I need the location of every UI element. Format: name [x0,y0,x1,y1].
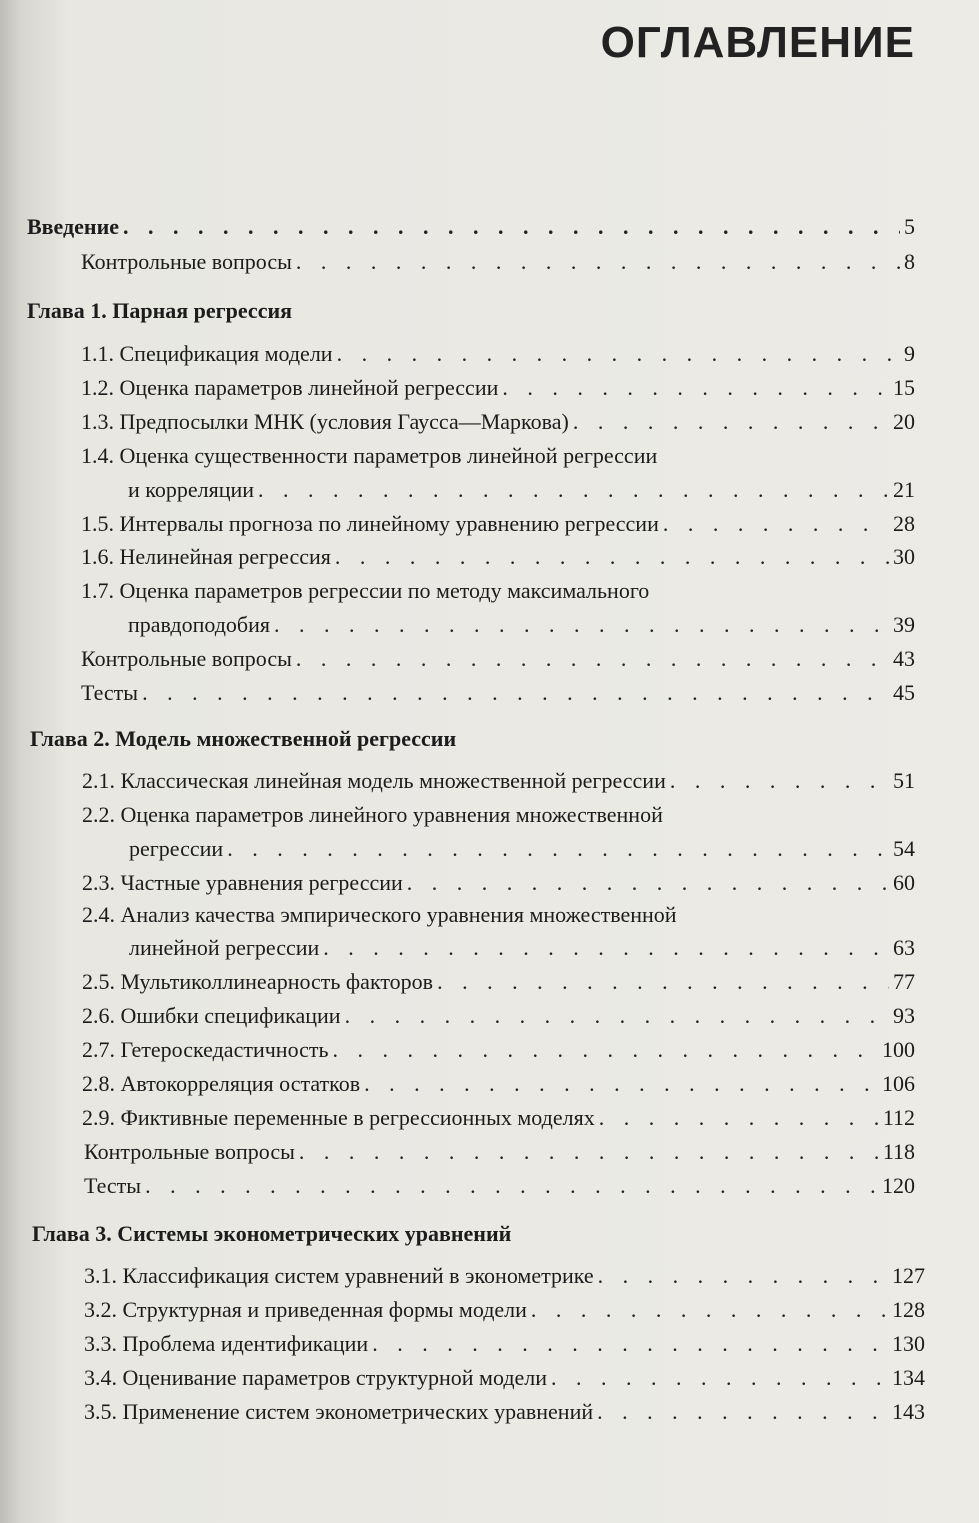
toc-entry-label: регрессии [129,836,224,861]
toc-entry-page: 43 [893,646,915,671]
chapter-3-title[interactable]: Глава 3. Системы эконометрических уравнений [32,1221,512,1246]
toc-entry-label: правдоподобия [128,612,270,637]
toc-entry-1-questions[interactable] [81,646,915,672]
toc-entry-1-2[interactable] [81,375,915,401]
page-title: ОГЛАВЛЕНИЕ [600,18,915,67]
toc-entry-2-3[interactable] [82,870,915,896]
toc-entry-3-4[interactable] [84,1365,925,1391]
dot-leader [123,214,900,240]
toc-entry-page: 100 [882,1037,915,1062]
dot-leader [337,341,900,367]
toc-entry-page: 51 [893,768,915,793]
toc-entry-page: 134 [892,1365,925,1390]
toc-entry-label: 1.2. Оценка параметров линейной регрессии [81,375,499,400]
toc-entry-label: 3.4. Оценивание параметров структурной модели [84,1365,548,1390]
dot-leader [296,646,889,672]
toc-entry-1-6[interactable] [81,544,915,570]
toc-entry-intro[interactable] [27,214,915,240]
dot-leader [598,1263,888,1289]
toc-entry-3-3[interactable] [84,1331,925,1357]
dot-leader [551,1365,888,1391]
toc-entry-label: 1.6. Нелинейная регрессия [81,544,331,569]
dot-leader [142,680,889,706]
toc-entry-label: 2.1. Классическая линейная модель множественной регрессии [82,768,666,793]
toc-entry-2-2[interactable] [129,836,915,862]
toc-entry-page: 9 [904,341,915,366]
toc-entry-page: 8 [904,249,915,274]
toc-entry-label: 1.3. Предпосылки МНК (условия Гаусса—Маркова) [81,409,569,434]
dot-leader [299,1139,879,1165]
toc-entry-page: 130 [892,1331,925,1356]
dot-leader [258,477,889,503]
toc-entry-1-3[interactable] [81,409,915,435]
toc-entry-label: 2.5. Мультиколлинеарность факторов [82,969,434,994]
toc-entry-1-4[interactable] [128,477,915,503]
dot-leader [323,935,889,961]
toc-entry-page: 28 [893,511,915,536]
dot-leader [274,612,889,638]
toc-entry-page: 143 [892,1399,925,1424]
toc-entry-2-tests[interactable] [84,1173,915,1199]
toc-entry-page: 60 [893,870,915,895]
toc-entry-page: 106 [882,1071,915,1096]
dot-leader [407,870,889,896]
toc-entry-1-5[interactable] [81,511,915,537]
toc-entry-page: 93 [893,1003,915,1028]
toc-entry-label: 2.6. Ошибки спецификации [82,1003,341,1028]
toc-entry-2-6[interactable] [82,1003,915,1029]
toc-entry-1-7[interactable] [128,612,915,638]
toc-entry-label: 3.2. Структурная и приведенная формы модели [84,1297,527,1322]
toc-entry-intro-questions[interactable] [81,249,915,275]
toc-entry-label: Контрольные вопросы [81,646,292,671]
toc-entry-2-7[interactable] [82,1037,915,1063]
toc-entry-page: 127 [892,1263,925,1288]
toc-entry-1-4-line1[interactable]: 1.4. Оценка существенности параметров линейной регрессии [81,443,658,468]
dot-leader [437,969,889,995]
dot-leader [531,1297,888,1323]
toc-entry-label: Контрольные вопросы [84,1139,295,1164]
toc-entry-page: 120 [882,1173,915,1198]
toc-entry-page: 5 [904,214,915,239]
toc-entry-3-1[interactable] [84,1263,925,1289]
toc-entry-label: 3.3. Проблема идентификации [84,1331,369,1356]
toc-entry-page: 39 [893,612,915,637]
toc-entry-page: 54 [893,836,915,861]
dot-leader [670,768,889,794]
toc-entry-label: Контрольные вопросы [81,249,292,274]
toc-entry-1-1[interactable] [81,341,915,367]
toc-entry-label: 3.5. Применение систем эконометрических уравнений [84,1399,594,1424]
toc-entry-page: 30 [893,544,915,569]
toc-entry-2-1[interactable] [82,768,915,794]
toc-entry-2-8[interactable] [82,1071,915,1097]
dot-leader [663,511,889,537]
dot-leader [335,544,889,570]
toc-entry-label: Введение [27,214,120,239]
chapter-1-title[interactable]: Глава 1. Парная регрессия [27,298,293,323]
toc-entry-page: 77 [893,969,915,994]
toc-entry-label: линейной регрессии [129,935,320,960]
toc-entry-page: 128 [892,1297,925,1322]
toc-entry-label: и корреляции [128,477,255,502]
dot-leader [573,409,889,435]
toc-entry-2-questions[interactable] [84,1139,915,1165]
dot-leader [145,1173,878,1199]
toc-entry-2-5[interactable] [82,969,915,995]
toc-entry-label: 2.9. Фиктивные переменные в регрессионных моделях [82,1105,595,1130]
dot-leader [333,1037,878,1063]
dot-leader [372,1331,888,1357]
dot-leader [502,375,889,401]
toc-entry-label: 2.3. Частные уравнения регрессии [82,870,403,895]
chapter-2-title[interactable]: Глава 2. Модель множественной регрессии [30,726,457,751]
toc-entry-label: Тесты [84,1173,142,1198]
toc-entry-3-2[interactable] [84,1297,925,1323]
toc-entry-page: 21 [893,477,915,502]
toc-entry-1-7-line1[interactable]: 1.7. Оценка параметров регрессии по методу максимального [81,578,650,603]
toc-entry-label: Тесты [81,680,139,705]
toc-entry-label: 2.8. Автокорреляция остатков [82,1071,361,1096]
toc-entry-label: 3.1. Классификация систем уравнений в эконометрике [84,1263,594,1288]
toc-entry-1-tests[interactable] [81,680,915,706]
toc-entry-page: 118 [882,1139,915,1164]
toc-entry-2-4[interactable] [129,935,915,961]
toc-entry-label: 1.5. Интервалы прогноза по линейному уравнению регрессии [81,511,659,536]
dot-leader [227,836,889,862]
toc-entry-3-5[interactable] [84,1399,925,1425]
toc-entry-page: 63 [893,935,915,960]
toc-entry-2-4-line1[interactable]: 2.4. Анализ качества эмпирического уравнения множественной [82,902,677,927]
toc-entry-label: 2.7. Гетероскедастичность [82,1037,329,1062]
dot-leader [345,1003,889,1029]
toc-entry-page: 112 [882,1105,915,1130]
toc-entry-page: 15 [893,375,915,400]
toc-entry-page: 45 [893,680,915,705]
toc-entry-page: 20 [893,409,915,434]
toc-entry-2-9[interactable] [82,1105,915,1131]
toc-entry-label: 1.1. Спецификация модели [81,341,333,366]
dot-leader [364,1071,878,1097]
dot-leader [597,1399,888,1425]
dot-leader [599,1105,879,1131]
dot-leader [296,249,900,275]
toc-entry-2-2-line1[interactable]: 2.2. Оценка параметров линейного уравнения множественной [82,802,663,827]
